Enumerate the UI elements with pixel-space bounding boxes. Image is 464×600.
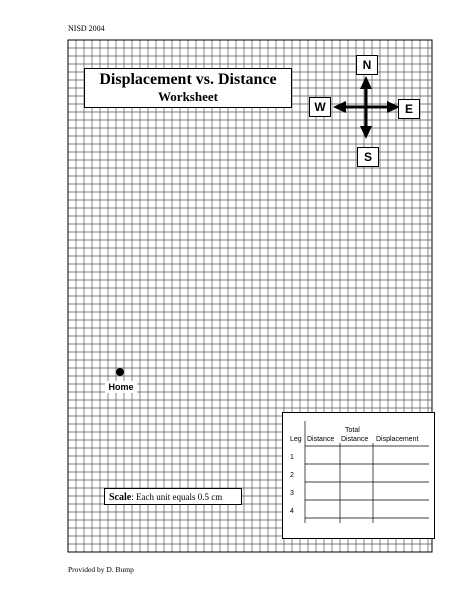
home-dot — [116, 368, 124, 376]
header-displacement: Displacement — [376, 436, 419, 443]
compass-east-label: E — [398, 99, 420, 119]
row-label: 2 — [290, 472, 294, 479]
leg-table — [282, 412, 435, 539]
header-total-distance: Distance — [341, 436, 369, 443]
arrow-west — [333, 101, 346, 113]
arrow-north — [360, 76, 372, 89]
worksheet-subtitle: Worksheet — [158, 89, 218, 104]
scale-label: Scale — [109, 492, 132, 503]
row-label: 1 — [290, 454, 294, 461]
footer-text: Provided by D. Bump — [68, 565, 134, 574]
scale-text: : Each unit equals 0.5 cm — [131, 492, 223, 502]
compass-west-label: W — [309, 97, 331, 117]
compass-arrows — [342, 86, 392, 130]
title-box — [84, 68, 292, 108]
worksheet-title: Displacement vs. Distance — [99, 71, 277, 88]
arrow-south — [360, 126, 372, 139]
scale-box — [104, 488, 242, 505]
home-label: Home — [105, 381, 137, 393]
header-total: Total — [345, 427, 360, 434]
row-label: 4 — [290, 508, 294, 515]
header-leg: Leg — [290, 436, 302, 443]
compass-north-label: N — [356, 55, 378, 75]
row-label: 3 — [290, 490, 294, 497]
header-text: NISD 2004 — [68, 24, 105, 33]
header-distance: Distance — [307, 436, 335, 443]
compass-south-label: S — [357, 147, 379, 167]
